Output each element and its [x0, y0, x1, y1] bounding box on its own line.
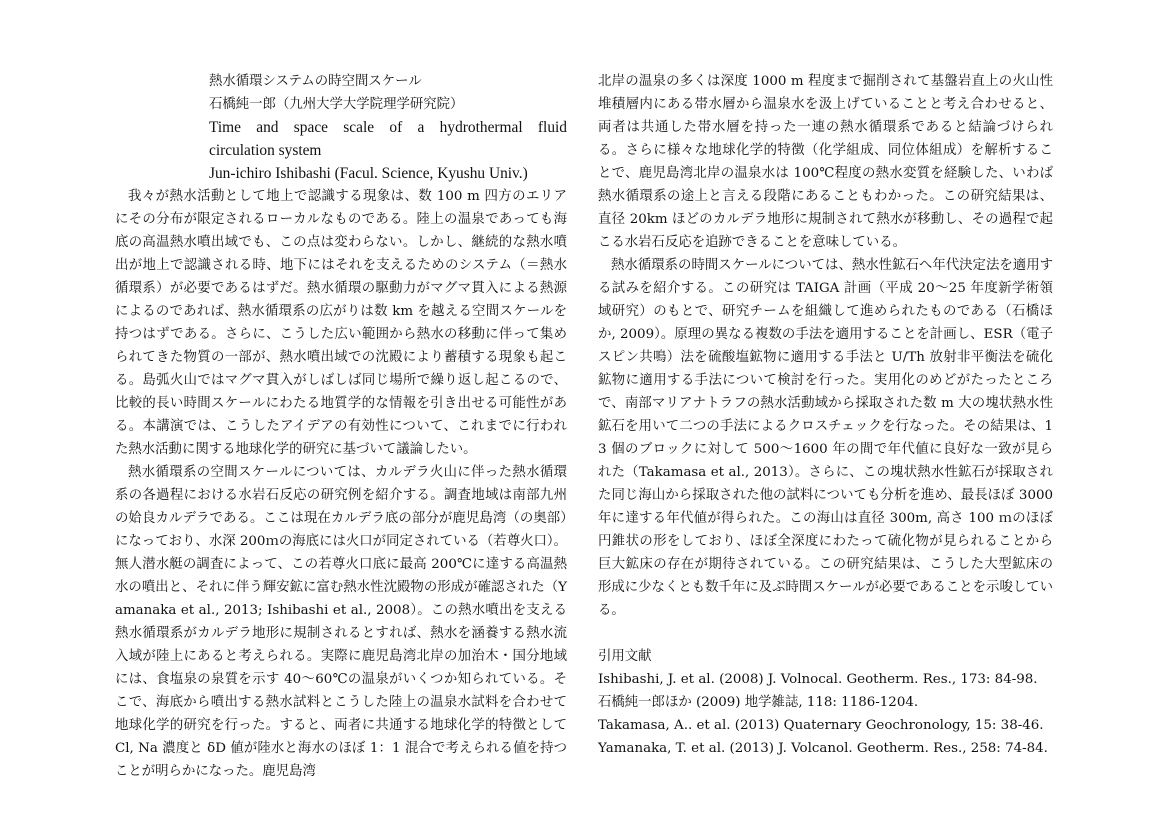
- reference-item: Yamanaka, T. et al. (2013) J. Volcanol. Geotherm. Res., 258: 74-84.: [598, 741, 1048, 756]
- title-japanese: 熱水循環システムの時空間スケール: [209, 74, 422, 89]
- author-english: Jun-ichiro Ishibashi (Facul. Science, Kyushu Univ.): [209, 165, 528, 182]
- paragraph-intro: 我々が熱水活動として地上で認識する現象は、数 100 m 四方のエリアにその分布が限定されるローカルなものである。陸上の温泉であっても海底の高温熱水噴出域でも、この点は変わらない。しかし、継続的な熱水噴出が地上で認識される時、地下にはそれを支えるためのシステム（＝熱水循環系）が必要であるはずだ。熱水循環の駆動力がマグマ貫入による熱源によるのであれば、熱水循環系の広がりは数 km を越える空間スケールを持つはずである。さらに、こうした広い範囲から熱水の移動に伴って集められてきた物質の一部が、熱水噴出域での沈殿により蓄積する現象も起こる。島弧火山ではマグマ貫入がしばしば同じ場所で繰り返し起こるので、比較的長い時間スケールにわたる地質学的な情報を引き出せる可能性がある。本講演では、こうしたアイデアの有効性について、これまでに行われた熱水活動に関する地球化学的研究に基づいて議論したい。: [115, 189, 567, 457]
- paragraph-time-scale: 熱水循環系の時間スケールについては、熱水性鉱石へ年代決定法を適用する試みを紹介する。この研究は TAIGA 計画（平成 20〜25 年度新学術領域研究）のもとで、研究チームを組織して進められたものである（石橋ほか, 2009）。原理の異なる複数の手法を適用することを計画し、ESR（電子スピン共鳴）法を硫酸塩鉱物に適用する手法と U/Th 放射非平衡法を硫化鉱物に適用する手法について検討を行った。実用化のめどがたったところで、南部マリアナトラフの熱水活動域から採取された数 m 大の塊状熱水性鉱石を用いて二つの手法によるクロスチェックを行なった。その結果は、13 個のブロックに対して 500〜1600 年の間で年代値に良好な一致が見られた（Takamasa et al., 2013）。さらに、この塊状熱水性鉱石が採取された同じ海山から採取された他の試料についても分析を進め、最長ほぼ 3000 年に達する年代値が得られた。この海山は直径 300m, 高さ 100 ｍのほぼ円錐状の形をしており、ほぼ全深度にわたって硫化物が見られることから巨大鉱床の存在が期待されている。この研究結果は、こうした大型鉱床の形成に少なくとも数千年に及ぶ時間スケールが必要であることを示唆している。: [598, 258, 1054, 618]
- author-japanese: 石橋純一郎（九州大学大学院理学研究院）: [209, 97, 464, 112]
- reference-item: Ishibashi, J. et al. (2008) J. Volnocal. Geotherm. Res., 173: 84-98.: [598, 672, 1038, 687]
- reference-item: 石橋純一郎ほか (2009) 地学雑誌, 118: 1186-1204.: [598, 695, 919, 710]
- reference-item: Takamasa, A.. et al. (2013) Quaternary Geochronology, 15: 38-46.: [598, 718, 1044, 733]
- right-column: [598, 70, 1053, 760]
- paragraph-spatial-scale-continued: 北岸の温泉の多くは深度 1000 m 程度まで掘削されて基盤岩直上の火山性堆積層内にある帯水層から温泉水を汲上げていることと考え合わせると、両者は共通した帯水層を持った一連の熱水循環系であると結論づけられる。さらに様々な地球化学的特徴（化学組成、同位体組成）を解析することで、鹿児島湾北岸の温泉水は 100℃程度の熱水変質を経験した、いわば熱水循環系の途上と言える段階にあることもわかった。この研究結果は、直径 20km ほどのカルデラ地形に規制されて熱水が移動し、その過程で起こる水岩石反応を追跡できることを意味している。: [598, 74, 1053, 250]
- paragraph-spatial-scale: 熱水循環系の空間スケールについては、カルデラ火山に伴った熱水循環系の各過程における水岩石反応の研究例を紹介する。調査地域は南部九州の姶良カルデラである。ここは現在カルデラ底の部分が鹿児島湾（の奥部）になっており、水深 200ｍの海底には火口が同定されている（若尊火口）。無人潜水艇の調査によって、この若尊火口底に最高 200℃に達する高温熱水の噴出と、それに伴う輝安鉱に富む熱水性沈殿物の形成が確認された（Yamanaka et al., 2013; Ishibashi et al., 2008）。この熱水噴出を支える熱水循環系がカルデラ地形に規制されるとすれば、熱水を涵養する熱水流入域が陸上にあると考えられる。実際に鹿児島湾北岸の加治木・国分地域には、食塩泉の泉質を示す 40〜60℃の温泉がいくつか知られている。そこで、海底から噴出する熱水試料とこうした陸上の温泉水試料を合わせて地球化学的研究を行った。すると、両者に共通する地球化学的特徴として Cl, Na 濃度と δD 値が陸水と海水のほぼ 1：1 混合で考えられる値を持つことが明らかになった。鹿児島湾: [115, 465, 567, 779]
- title-block: [209, 70, 567, 185]
- title-english-line1: Time and space scale of a hydrothermal fluid: [209, 119, 567, 136]
- title-english-line2: circulation system: [209, 142, 322, 159]
- left-column: [115, 70, 567, 783]
- references-heading: 引用文献: [598, 649, 652, 664]
